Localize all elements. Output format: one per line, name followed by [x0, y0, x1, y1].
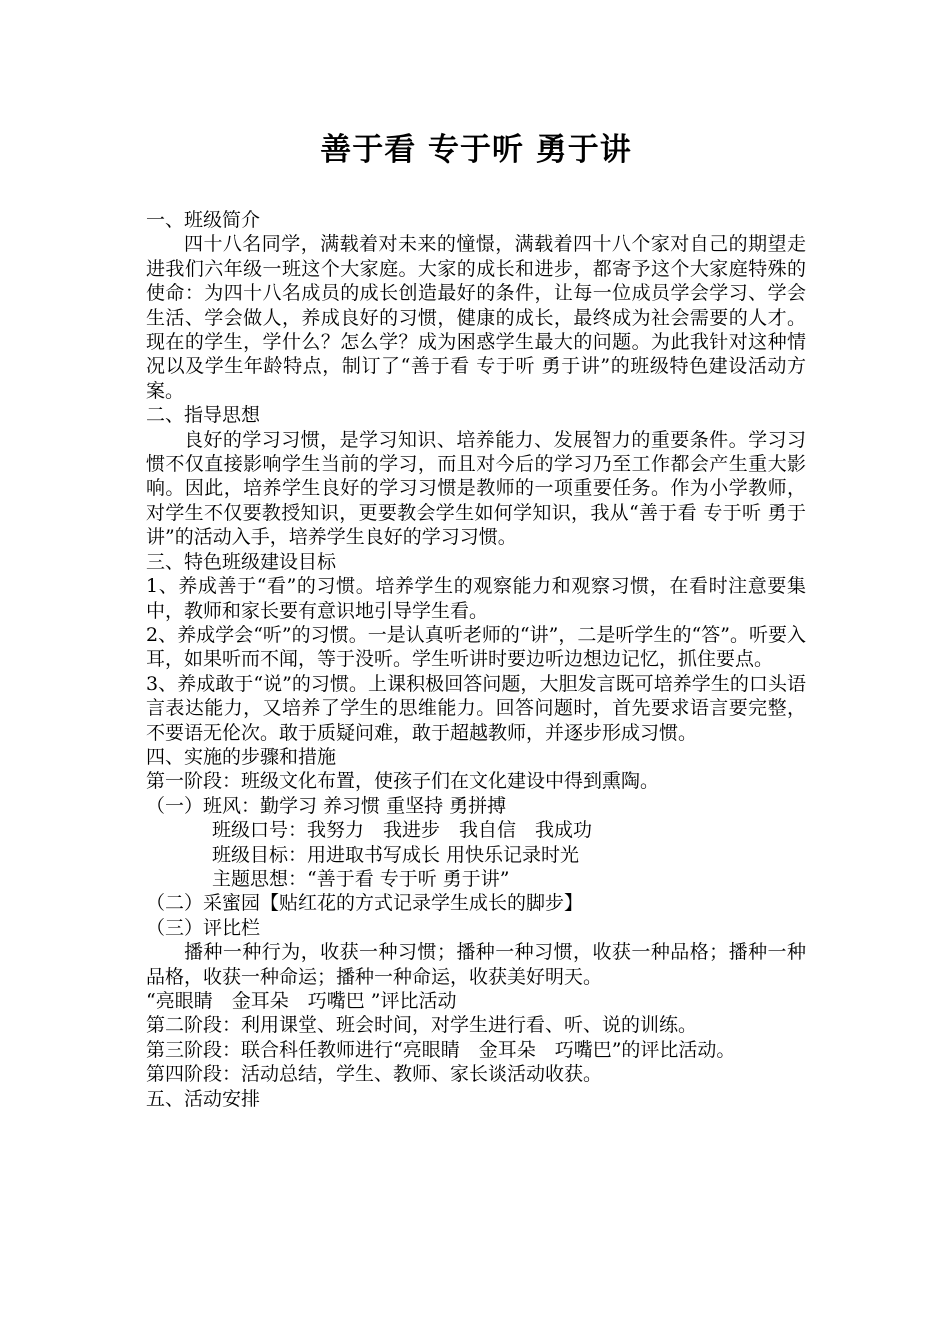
goal-item-look: 1、养成善于“看”的习惯。培养学生的观察能力和观察习惯，在看时注意要集中，教师和家长要有意识地引导学生看。: [146, 575, 806, 622]
section-heading-guiding-idea: 二、指导思想: [146, 404, 261, 427]
goal-item-speak: 3、养成敢于“说”的习惯。上课积极回答问题，大胆发言既可培养学生的口头语言表达能力，又培养了学生的思维能力。回答问题时，首先要求语言要完整，不要语无伦次。敢于质疑问难，敢于超越教师，并逐步形成习惯。: [146, 672, 806, 744]
theme-idea: 主题思想：“善于看 专于听 勇于讲”: [212, 867, 510, 890]
goal-item-listen: 2、养成学会“听”的习惯。一是认真听老师的“讲”，二是听学生的“答”。听要入耳，如果听而不闻，等于没听。学生听讲时要边听边想边记忆，抓住要点。: [146, 623, 806, 671]
sub-item-class-style: （一）班风：勤学习 养习惯 重坚持 勇拼搏: [146, 794, 507, 817]
stage-one: 第一阶段：班级文化布置，使孩子们在文化建设中得到熏陶。: [146, 770, 660, 793]
section-heading-goals: 三、特色班级建设目标: [146, 550, 337, 573]
stage-four: 第四阶段：活动总结，学生、教师、家长谈活动收获。: [146, 1063, 603, 1086]
stage-three: 第三阶段：联合科任教师进行“亮眼睛 金耳朵 巧嘴巴”的评比活动。: [146, 1038, 736, 1061]
class-goal: 班级目标：用进取书写成长 用快乐记录时光: [212, 843, 580, 866]
section-heading-arrangement: 五、活动安排: [146, 1087, 261, 1110]
section-heading-class-intro: 一、班级简介: [146, 209, 261, 231]
paragraph-guiding-idea: 良好的学习习惯，是学习知识、培养能力、发展智力的重要条件。学习习惯不仅直接影响学生当前的学习，而且对今后的学习乃至工作都会产生重大影响。因此，培养学生良好的学习习惯是教师的一项重要任务。作为小学教师，对学生不仅要教授知识，更要教会学生如何学知识，我从“善于看 专于听 勇于讲”的活动入手，培养学生良好的学习习惯。: [146, 428, 806, 549]
paragraph-class-intro: 四十八名同学，满载着对未来的憧憬，满载着四十八个家对自己的期望走进我们六年级一班这个大家庭。大家的成长和进步，都寄予这个大家庭特殊的使命：为四十八名成员的成长创造最好的条件，让每一位成员学会学习、学会生活、学会做人，养成良好的习惯，健康的成长，最终成为社会需要的人才。现在的学生，学什么？怎么学？成为困惑学生最大的问题。为此我针对这种情况以及学生年龄特点，制订了“善于看 专于听 勇于讲”的班级特色建设活动方案。: [146, 233, 806, 402]
sub-item-rating-board: （三）评比栏: [146, 916, 261, 939]
stage-two: 第二阶段：利用课堂、班会时间，对学生进行看、听、说的训练。: [146, 1014, 698, 1037]
rating-event: “亮眼睛 金耳朵 巧嘴巴 ”评比活动: [146, 990, 457, 1012]
sub-item-honey-garden: （二）采蜜园【贴红花的方式记录学生成长的脚步】: [146, 892, 584, 915]
document-title: 善于看 专于听 勇于讲: [320, 132, 632, 168]
paragraph-rating-board: 播种一种行为，收获一种习惯；播种一种习惯，收获一种品格；播种一种品格，收获一种命运；播种一种命运，收获美好明天。: [146, 941, 806, 988]
class-slogan: 班级口号：我努力 我进步 我自信 我成功: [212, 819, 593, 842]
document-page: [146, 128, 806, 1111]
section-heading-steps: 四、实施的步骤和措施: [146, 745, 337, 768]
document-body: [146, 208, 806, 1111]
